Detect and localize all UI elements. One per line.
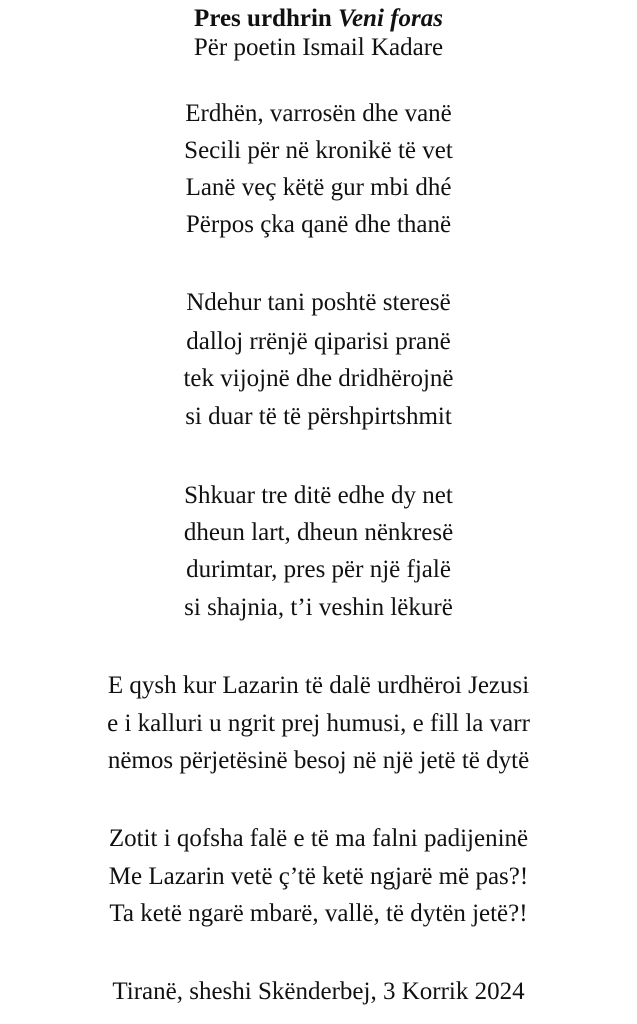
poem-signature: Tiranë, sheshi Skënderbej, 3 Korrik 2024 — [112, 978, 525, 1005]
poem-line: Shkuar tre ditë edhe dy net — [184, 482, 453, 509]
poem-dedication: Për poetin Ismail Kadare — [193, 34, 444, 61]
poem-line: dalloj rrënjë qiparisi pranë — [186, 328, 451, 355]
poem-line: si shajnia, t’i veshin lëkurë — [184, 594, 453, 621]
poem-line: Zotit i qofsha falë e të ma falni padijeninë — [108, 825, 529, 852]
poem-line: Lanë veç këtë gur mbi dhé — [185, 174, 452, 201]
poem-line: e i kalluri u ngrit prej humusi, e fill la varr — [107, 710, 530, 737]
poem-line: Erdhën, varrosën dhe vanë — [185, 100, 452, 127]
title-italic: Veni foras — [338, 5, 443, 32]
poem-line: Me Lazarin vetë ç’të ketë ngjarë më pas?! — [108, 863, 529, 890]
poem-line: nëmos përjetësinë besoj në një jetë të dytë — [107, 747, 530, 774]
poem-line: durimtar, pres për një fjalë — [186, 556, 451, 583]
poem-line: si duar të të përshpirtshmit — [185, 403, 452, 430]
poem-line: Secili për në kronikë të vet — [184, 137, 453, 164]
poem-line: tek vijojnë dhe dridhërojnë — [183, 365, 454, 392]
title-main: Pres urdhrin — [194, 5, 332, 32]
poem-line: Ta ketë ngarë mbarë, vallë, të dytën jetë?! — [109, 900, 528, 927]
poem-line: E qysh kur Lazarin të dalë urdhëroi Jezusi — [107, 672, 530, 699]
poem-line: dheun lart, dheun nënkresë — [183, 519, 454, 546]
poem-line: Ndehur tani poshtë steresë — [186, 289, 451, 316]
poem-title — [0, 4, 637, 34]
poem-line: Përpos çka qanë dhe thanë — [185, 211, 452, 238]
